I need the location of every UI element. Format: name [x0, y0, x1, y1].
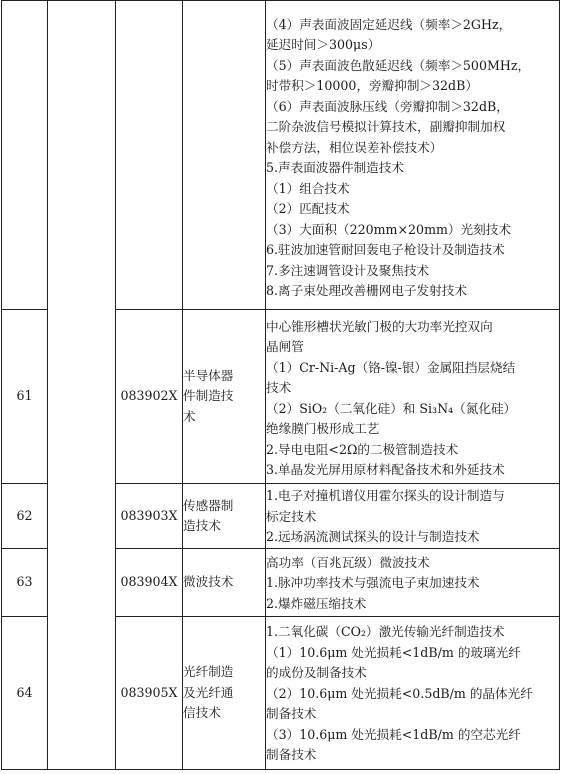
name-line: 传感器制	[183, 497, 234, 513]
row-name	[183, 484, 266, 549]
name-line: 微波技术	[183, 574, 234, 590]
technology-table	[1, 0, 560, 770]
content-line: （2）匹配技术	[266, 201, 350, 216]
row-number	[2, 1, 48, 310]
content-line: （2）SiO₂（二氧化硅）和 Si₃N₄（氮化硅）	[266, 400, 517, 416]
name-line: 信技术	[183, 705, 221, 721]
content-line: 6.驻波加速管耐回轰电子枪设计及制造技术	[266, 242, 505, 257]
content-line: 7.多注速调管设计及聚焦技术	[266, 262, 430, 278]
content-line: 制备技术	[266, 747, 317, 763]
row-name	[183, 549, 266, 617]
content-line: 绝缘膜门极形成工艺	[266, 421, 380, 436]
table-row	[2, 1, 560, 310]
name-line: 造技术	[183, 518, 221, 533]
content-line: 3.单晶发光屏用原材料配备技术和外延技术	[266, 462, 505, 477]
content-line: 延迟时间＞300μs）	[266, 37, 381, 52]
content-line: 中心锥形槽状光敏门极的大功率光控双向	[266, 318, 493, 334]
name-line: 光纤制造	[183, 664, 234, 680]
row-content	[266, 1, 560, 310]
name-line: 及光纤通	[183, 684, 234, 700]
content-line: 8.离子束处理改善栅网电子发射技术	[266, 283, 467, 298]
row-code: 083902X	[116, 310, 183, 484]
content-line: （3）大面积（220mm×20mm）光刻技术	[266, 221, 511, 237]
content-line: 1.脉冲功率技术与强流电子束加速技术	[266, 575, 480, 591]
row-name	[183, 1, 266, 310]
content-line: 1.二氧化碳（CO₂）激光传输光纤制造技术	[266, 624, 505, 640]
content-line: 时带积＞10000，旁瓣抑制＞32dB）	[266, 78, 478, 93]
content-line: （1）Cr-Ni-Ag（铬-镍-银）金属阻挡层烧结	[266, 359, 516, 375]
content-line: （1）组合技术	[266, 180, 350, 196]
row-number: 61	[2, 310, 48, 484]
content-line: 5.声表面波器件制造技术	[266, 160, 404, 175]
row-content	[266, 617, 560, 770]
content-line: 标定技术	[266, 508, 317, 524]
content-line: 晶闸管	[266, 339, 304, 354]
content-line: 1.电子对撞机谱仪用霍尔探头的设计制造与	[266, 488, 505, 504]
content-line: （2）10.6μm 处光损耗<0.5dB/m 的晶体光纤	[266, 685, 533, 701]
row-name	[183, 310, 266, 484]
row-content	[266, 484, 560, 549]
row-code	[116, 1, 183, 310]
content-line: （4）声表面波固定延迟线（频率＞2GHz，	[266, 16, 512, 32]
content-line: （1）10.6μm 处光损耗<1dB/m 的玻璃光纤	[266, 644, 521, 660]
content-line: 2.导电电阻<2Ω的二极管制造技术	[266, 441, 459, 457]
row-number: 62	[2, 484, 48, 549]
row-content	[266, 310, 560, 484]
content-line: 2.远场涡流测试探头的设计与制造技术	[266, 529, 480, 545]
content-line: （6）声表面波脉压线（旁瓣抑制＞32dB，	[266, 98, 509, 114]
content-line: 二阶杂波信号模拟计算技术，副瓣抑制加权	[266, 119, 506, 134]
content-line: 的成份及制备技术	[266, 665, 367, 681]
content-line: 技术	[266, 380, 292, 395]
content-line: 高功率（百兆瓦级）微波技术	[266, 554, 430, 570]
content-line: 2.爆炸磁压缩技术	[266, 595, 367, 611]
row-number: 64	[2, 617, 48, 770]
content-line: 制备技术	[266, 706, 317, 722]
content-line: （3）10.6μm 处光损耗<1dB/m 的空芯光纤	[266, 726, 521, 742]
content-line: （5）声表面波色散延迟线（频率＞500MHz，	[266, 57, 531, 73]
name-line: 半导体器	[183, 367, 234, 383]
name-line: 术	[183, 408, 196, 424]
row-code: 083903X	[116, 484, 183, 549]
row-name	[183, 617, 266, 770]
row-content	[266, 549, 560, 617]
category-column	[48, 1, 116, 770]
name-line: 件制造技	[183, 388, 234, 404]
row-code: 083904X	[116, 549, 183, 617]
row-code: 083905X	[116, 617, 183, 770]
content-line: 补偿方法，相位误差补偿技术）	[266, 139, 443, 155]
row-number: 63	[2, 549, 48, 617]
